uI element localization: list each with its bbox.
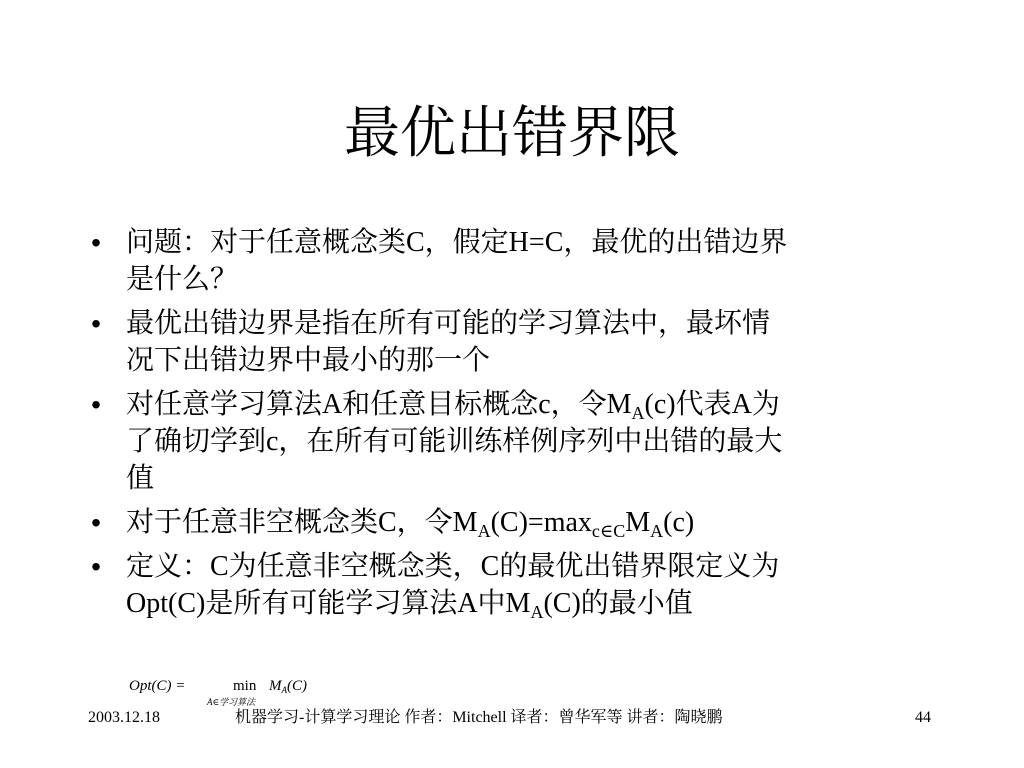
footer-course-info: 机器学习-计算学习理论 作者：Mitchell 译者：曾华军等 讲者：陶晓鹏 [235,709,723,726]
bullet-text: 对任意学习算法A和任意目标概念c，令$M_A(c)$代表A为 了确切学到c，在所有可能训练样例序列中出错的最大 值 [126,389,783,494]
bullet-dot-icon: • [91,551,101,582]
bullet-dot-icon: • [91,507,101,538]
bullet-text: 对于任意非空概念类C，令$M_A(C)=\max_{c\in C}M_A(c)$ [126,507,695,541]
bullet-item [84,386,944,497]
bullet-text: 最优出错边界是指在所有可能的学习算法中，最坏情 况下出错边界中最小的那一个 [126,308,771,376]
slide-title: 最优出错界限 [344,101,680,166]
formula-min-subscript: A∈学习算法 [207,697,256,707]
formula-rhs: $M_A(C)$ [269,678,307,695]
bullet-item [84,224,944,298]
bullet-list [84,224,944,629]
bullet-text: 定义：C为任意非空概念类，C的最优出错界限定义为 Opt(C)是所有可能学习算法A中$M_A(C)$的最小值 [126,551,780,622]
footer-date: 2003.12.18 [88,709,160,726]
bullet-dot-icon: • [91,389,101,420]
bullet-dot-icon: • [91,227,101,258]
bullet-dot-icon: • [91,308,101,339]
formula-lhs: Opt(C) = [129,678,186,694]
bullet-item [84,305,944,379]
page-number: 44 [915,709,931,726]
formula-min: min [233,678,257,694]
bullet-text: 问题：对于任意概念类C，假定H=C，最优的出错边界 是什么？ [126,227,788,295]
bullet-item [84,548,944,622]
bullet-item [84,504,944,541]
